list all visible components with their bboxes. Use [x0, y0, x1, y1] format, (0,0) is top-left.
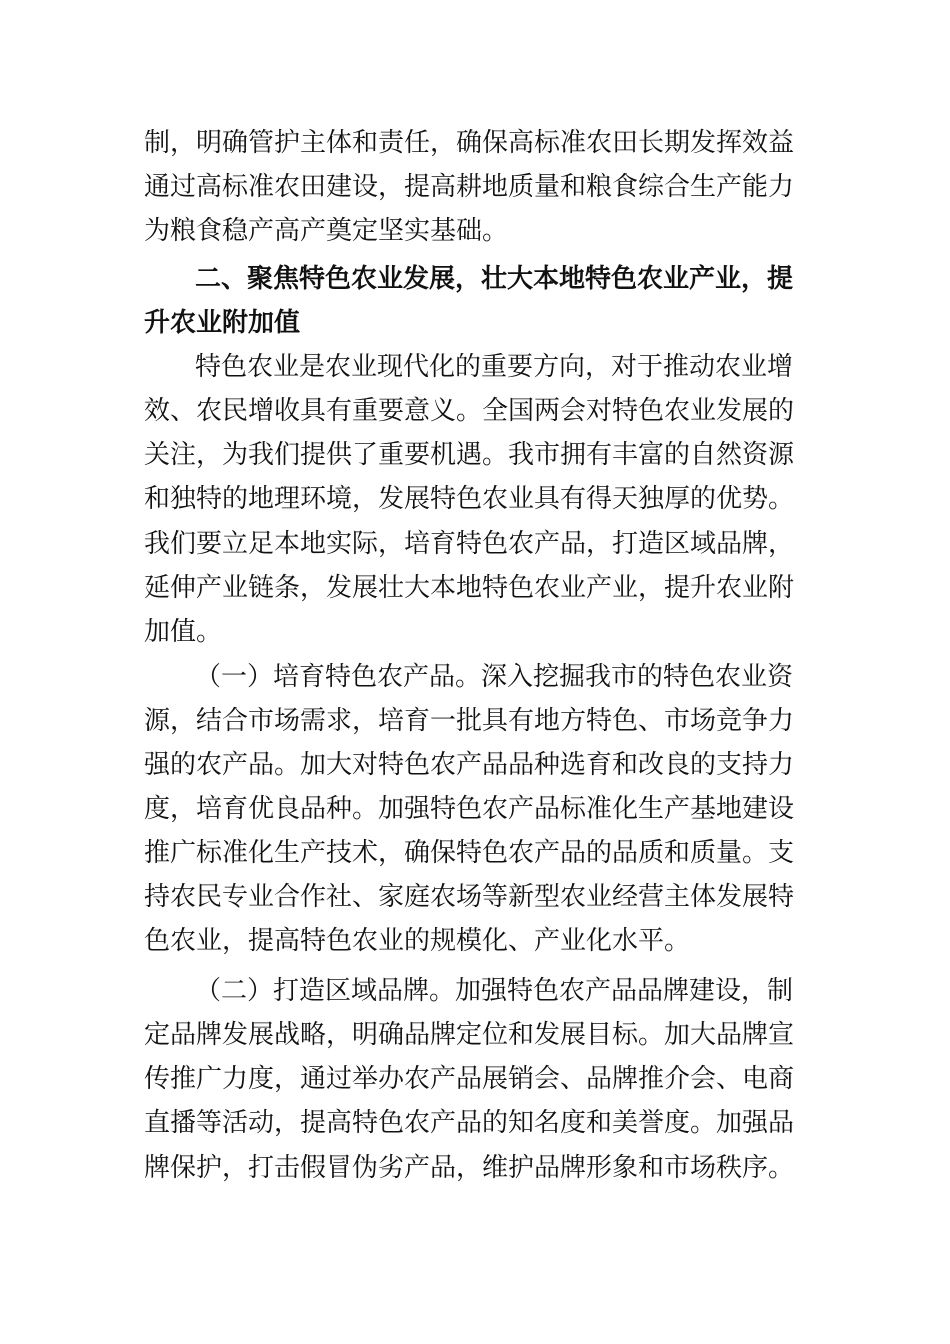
text-line: 推广标准化生产技术，确保特色农产品的品质和质量。支	[144, 838, 795, 868]
text-line: 我们要立足本地实际，培育特色农产品，打造区域品牌，	[144, 529, 795, 559]
text-line: 延伸产业链条，发展壮大本地特色农业产业，提升农业附	[144, 573, 795, 603]
subsection-first-line: （二）打造区域品牌。加强特色农产品品牌建设，制	[195, 976, 794, 1006]
text-line: 效、农民增收具有重要意义。全国两会对特色农业发展的	[144, 396, 795, 426]
text-line: 为粮食稳产高产奠定坚实基础。	[144, 216, 509, 246]
text-line: 持农民专业合作社、家庭农场等新型农业经营主体发展特	[144, 882, 795, 912]
text-line: 强的农产品。加大对特色农产品品种选育和改良的支持力	[144, 750, 795, 780]
text-line: 制，明确管护主体和责任，确保高标准农田长期发挥效益	[144, 128, 795, 158]
text-line: 源，结合市场需求，培育一批具有地方特色、市场竞争力	[144, 706, 795, 736]
text-line: 和独特的地理环境，发展特色农业具有得天独厚的优势。	[144, 484, 795, 514]
subsection-first-line: （一）培育特色农产品。深入挖掘我市的特色农业资	[195, 662, 794, 692]
text-line: 定品牌发展战略，明确品牌定位和发展目标。加大品牌宣	[144, 1020, 795, 1050]
section-heading-continued: 升农业附加值	[144, 308, 301, 338]
section-heading: 二、聚焦特色农业发展，壮大本地特色农业产业，提	[195, 264, 794, 294]
text-line: 牌保护，打击假冒伪劣产品，维护品牌形象和市场秩序。	[144, 1153, 795, 1183]
text-line: 传推广力度，通过举办农产品展销会、品牌推介会、电商	[144, 1064, 795, 1094]
text-line: 关注，为我们提供了重要机遇。我市拥有丰富的自然资源	[144, 440, 795, 470]
text-line: 度，培育优良品种。加强特色农产品标准化生产基地建设	[144, 794, 795, 824]
text-line: 通过高标准农田建设，提高耕地质量和粮食综合生产能力	[144, 172, 795, 202]
text-line: 直播等活动，提高特色农产品的知名度和美誉度。加强品	[144, 1108, 795, 1138]
paragraph-first-line: 特色农业是农业现代化的重要方向，对于推动农业增	[195, 352, 794, 382]
text-line: 加值。	[144, 617, 223, 647]
text-line: 色农业，提高特色农业的规模化、产业化水平。	[144, 926, 691, 956]
